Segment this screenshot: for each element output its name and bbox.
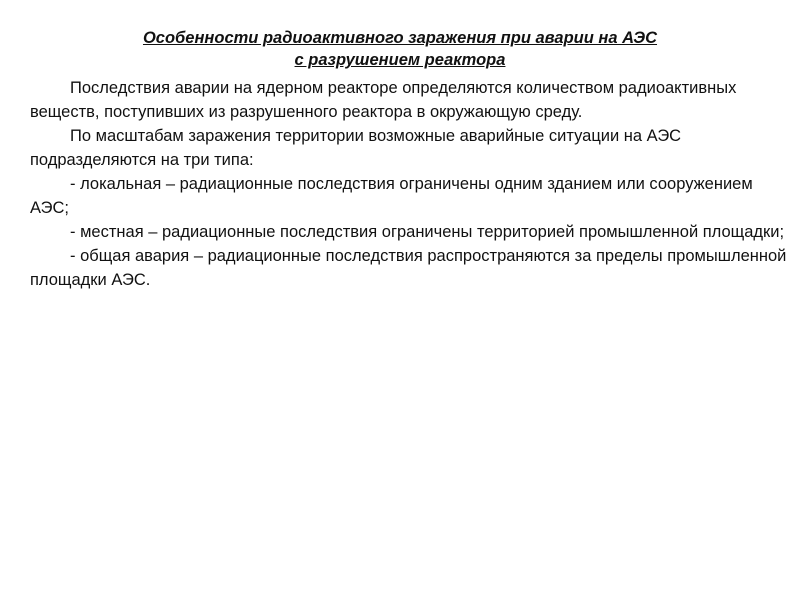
paragraph-classification: По масштабам заражения территории возможные аварийные ситуации на АЭС подразделяются на три типа: <box>30 127 682 169</box>
body-text <box>30 76 790 292</box>
slide-title <box>0 27 800 71</box>
list-item-local: - локальная – радиационные последствия ограничены одним зданием или сооружением АЭС; <box>30 175 753 217</box>
list-item-regional: - местная – радиационные последствия ограничены территорией промышленной площадки; <box>70 223 785 241</box>
paragraph-consequences: Последствия аварии на ядерном реакторе определяются количеством радиоактивных веществ, поступивших из разрушенного реактора в окружающую среду. <box>30 79 737 121</box>
list-item-general: - общая авария – радиационные последствия распространяются за пределы промышленной площадки АЭС. <box>30 247 787 289</box>
title-line-2: с разрушением реактора <box>294 51 506 69</box>
title-line-1: Особенности радиоактивного заражения при аварии на АЭС <box>142 29 658 47</box>
